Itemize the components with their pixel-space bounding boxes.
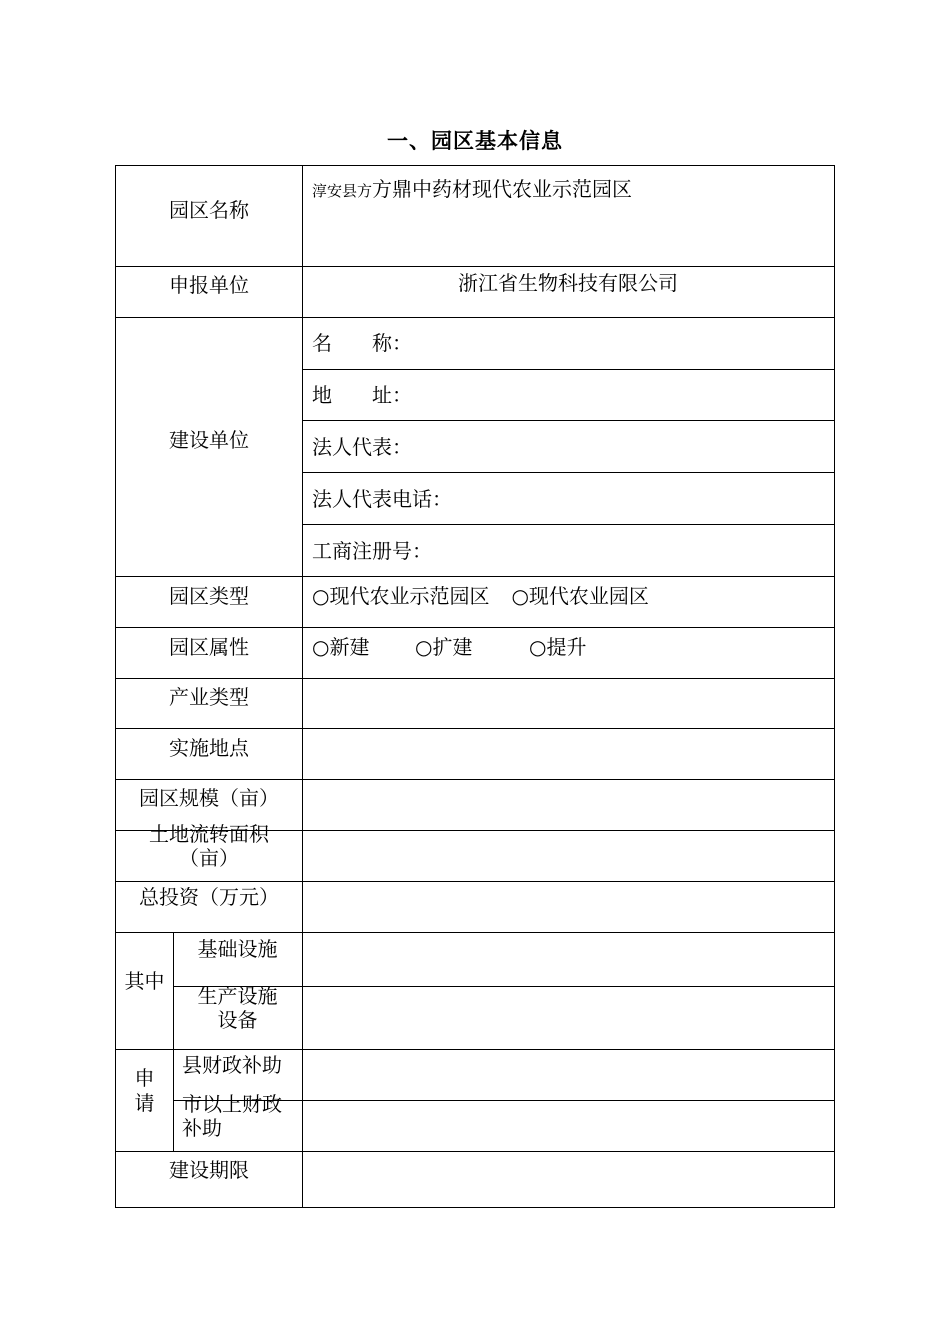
investment-label: 总投资（万元） — [139, 885, 279, 909]
park-name-mid: 方鼎中药材 — [372, 177, 473, 201]
city-subsidy-field[interactable] — [303, 1101, 833, 1151]
row-divider — [116, 266, 834, 267]
park-name-value[interactable] — [312, 176, 832, 204]
row-divider — [116, 627, 834, 628]
location-label: 实施地点 — [169, 736, 249, 760]
park-info-form — [115, 165, 835, 1208]
city-subsidy-label — [182, 1092, 282, 1140]
builder-address-label-b: 址： — [372, 383, 412, 407]
infra-field[interactable] — [303, 933, 833, 986]
legal-phone-field[interactable]: 法人代表电话： — [312, 487, 452, 511]
park-name-label: 园区名称 — [169, 198, 249, 222]
builder-name-label-b: 称： — [372, 331, 412, 355]
row-divider — [116, 317, 834, 318]
row-divider — [302, 420, 834, 421]
period-label: 建设期限 — [169, 1158, 249, 1182]
industry-type-label: 产业类型 — [169, 685, 249, 709]
park-attr-options — [312, 634, 586, 660]
prod-equip-label-line2: 设备 — [217, 1008, 258, 1032]
land-transfer-label — [116, 822, 302, 870]
county-subsidy-field[interactable] — [303, 1050, 833, 1100]
infra-label: 基础设施 — [197, 937, 278, 961]
of-which-label: 其中 — [124, 969, 165, 993]
builder-name-label-a: 名 — [312, 331, 332, 355]
park-type-options — [312, 583, 649, 609]
reg-no-field[interactable]: 工商注册号： — [312, 539, 432, 563]
park-type-radio-demo[interactable]: ○现代农业示范园区 — [312, 584, 490, 608]
prod-equip-label-line1: 生产设施 — [197, 984, 278, 1008]
location-field[interactable] — [303, 729, 833, 779]
legal-rep-field[interactable]: 法人代表： — [312, 435, 412, 459]
builder-name-field[interactable] — [312, 330, 412, 356]
park-attr-radio-expand[interactable]: ○扩建 — [415, 635, 473, 659]
land-transfer-label-line2: （亩） — [179, 846, 239, 870]
row-divider — [302, 369, 834, 370]
park-attr-radio-new[interactable]: ○新建 — [312, 635, 370, 659]
apply-label-line2: 请 — [134, 1091, 155, 1115]
land-transfer-field[interactable] — [303, 831, 833, 881]
industry-type-field[interactable] — [303, 679, 833, 728]
prod-equip-field[interactable] — [303, 987, 833, 1049]
period-field[interactable] — [303, 1152, 833, 1207]
row-divider — [302, 472, 834, 473]
scale-label: 园区规模（亩） — [139, 786, 279, 810]
city-subsidy-label-line1: 市以上财政 — [182, 1092, 282, 1116]
park-type-radio-park[interactable]: ○现代农业园区 — [511, 584, 649, 608]
row-divider — [116, 576, 834, 577]
park-name-suffix: 现代农业示范园区 — [472, 177, 633, 201]
apply-label — [116, 1066, 173, 1116]
builder-address-field[interactable] — [312, 382, 412, 408]
prod-equip-label — [173, 984, 302, 1032]
builder-address-label-a: 地 — [312, 383, 332, 407]
builder-label: 建设单位 — [169, 428, 249, 452]
park-attr-radio-upgrade[interactable]: ○提升 — [529, 635, 587, 659]
row-divider — [302, 524, 834, 525]
city-subsidy-label-line2: 补助 — [182, 1116, 222, 1140]
park-attr-label: 园区属性 — [169, 635, 249, 659]
land-transfer-label-line1: 土地流转面积 — [149, 822, 269, 846]
park-name-prefix: 淳安县方 — [312, 182, 373, 200]
park-type-label: 园区类型 — [169, 584, 249, 608]
applicant-label: 申报单位 — [169, 273, 249, 297]
investment-field[interactable] — [303, 882, 833, 932]
applicant-value[interactable]: 浙江省生物科技有限公司 — [458, 271, 678, 295]
county-subsidy-label: 县财政补助 — [182, 1053, 282, 1077]
scale-field[interactable] — [303, 780, 833, 830]
apply-label-line1: 申 — [134, 1066, 155, 1090]
page-title: 一、园区基本信息 — [387, 129, 563, 153]
subcolumn-divider — [173, 932, 174, 1151]
